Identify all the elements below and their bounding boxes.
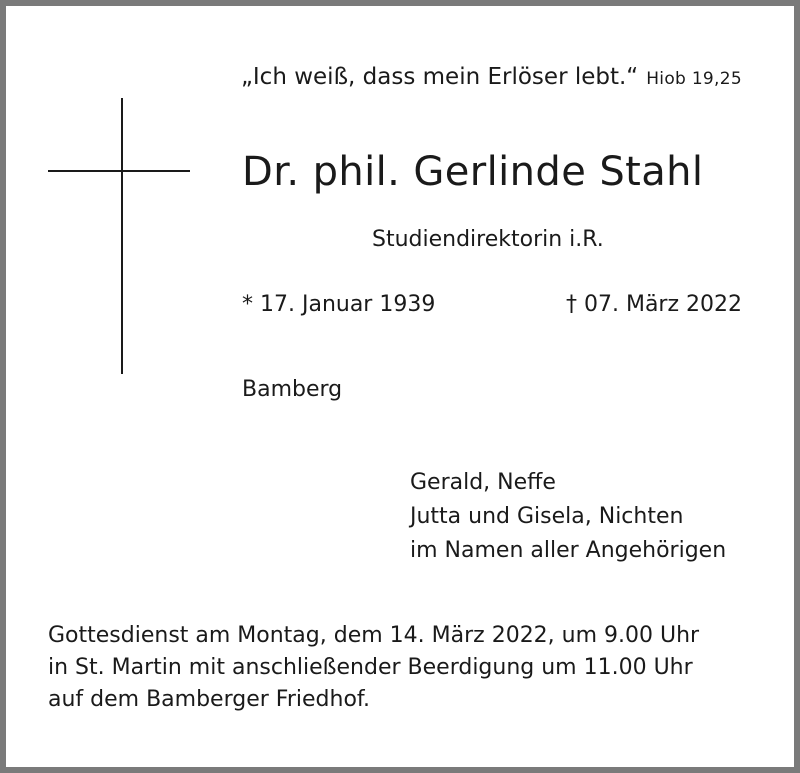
cross-icon-horizontal — [48, 170, 190, 172]
service-line: in St. Martin mit anschließender Beerdigung um 11.00 Uhr — [48, 655, 693, 680]
deceased-name: Dr. phil. Gerlinde Stahl — [242, 149, 704, 195]
quote-text: „Ich weiß, dass mein Erlöser lebt.“ — [240, 64, 639, 90]
place: Bamberg — [242, 377, 343, 402]
birth-date: * 17. Januar 1939 — [242, 292, 436, 317]
mourner-line: Jutta und Gisela, Nichten — [410, 504, 684, 529]
mourner-line: Gerald, Neffe — [410, 470, 556, 495]
mourner-line: im Namen aller Angehörigen — [410, 538, 727, 563]
mourners-list — [410, 466, 726, 568]
death-date: † 07. März 2022 — [565, 292, 742, 317]
bible-quote — [241, 62, 742, 94]
service-line: auf dem Bamberger Friedhof. — [48, 687, 371, 712]
quote-reference: Hiob 19,25 — [646, 69, 742, 89]
cross-icon-vertical — [121, 98, 123, 374]
service-info — [48, 620, 699, 716]
service-line: Gottesdienst am Montag, dem 14. März 2022, um 9.00 Uhr — [48, 623, 700, 648]
deceased-title: Studiendirektorin i.R. — [372, 227, 604, 252]
